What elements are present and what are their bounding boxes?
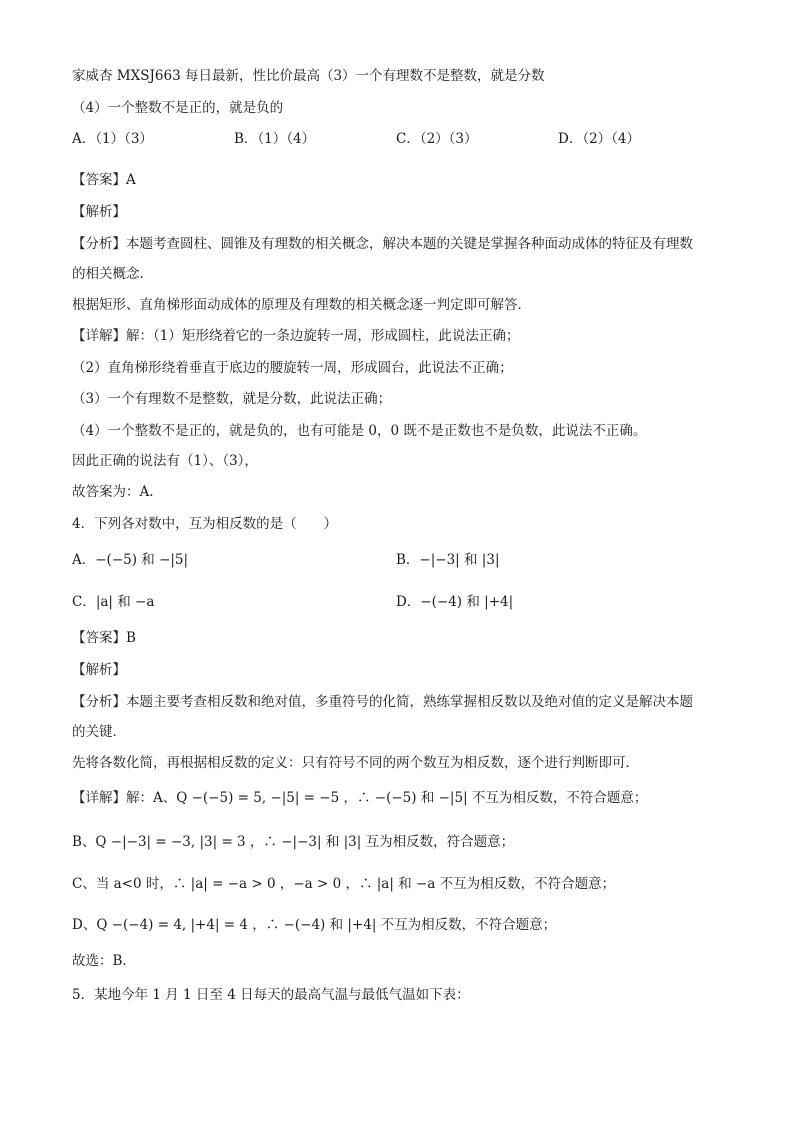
q3-answer: 【答案】A xyxy=(72,172,136,188)
q4-detail-d: D、Q −(−4) = 4, |+4| = 4 ，∴ −(−4) 和 |+4| 不互为相反数，不符合题意； xyxy=(72,917,557,933)
q3-statement-4: （4）一个整数不是正的，就是负的 xyxy=(72,100,284,116)
q3-conclusion: 因此正确的说法有（1）、（3）， xyxy=(72,453,258,469)
q4-analysis-line-3: 先将各数化简，再根据相反数的定义：只有符号不同的两个数互为相反数，逐个进行判断即可． xyxy=(72,755,639,771)
q3-analysis-title: 【解析】 xyxy=(72,204,126,220)
q3-option-c: C．（2）（3） xyxy=(396,131,478,147)
q4-option-c: C．|a| 和 −a xyxy=(72,594,155,610)
q4-option-d: D．−(−4) 和 |+4| xyxy=(396,594,514,610)
q3-detail-3: （3）一个有理数不是整数，就是分数，此说法正确； xyxy=(72,391,392,407)
q4-option-a: A．−(−5) 和 −|5| xyxy=(72,552,189,568)
q4-detail-c: C、当 a<0 时，∴ |a| = −a > 0 ，−a > 0 ，∴ |a| 和 −a 不互为相反数，不符合题意； xyxy=(72,876,616,892)
q4-final-answer: 故选：B． xyxy=(72,953,136,969)
header-line: 家威杏 MXSJ663 每日最新，性比价最高（3）一个有理数不是整数，就是分数 xyxy=(72,68,545,84)
q4-detail-a: 【详解】解：A、Q −(−5) = 5, −|5| = −5 ，∴ −(−5) 和 −|5| 不互为相反数，不符合题意； xyxy=(72,790,648,806)
q4-answer: 【答案】B xyxy=(72,630,136,646)
q4-analysis-line-1: 【分析】本题主要考查相反数和绝对值，多重符号的化简，熟练掌握相反数以及绝对值的定义是解决本题 xyxy=(72,694,693,710)
q5-stem: 5．某地今年 1 月 1 日至 4 日每天的最高气温与最低气温如下表： xyxy=(72,987,470,1003)
q4-option-b: B．−|−3| 和 |3| xyxy=(396,552,500,568)
q4-analysis-title: 【解析】 xyxy=(72,662,126,678)
q3-option-a: A．（1）（3） xyxy=(72,131,153,147)
q3-detail-4: （4）一个整数不是正的，就是负的，也有可能是 0，0 既不是正数也不是负数，此说法不正确。 xyxy=(72,423,647,439)
q4-analysis-line-2: 的关键． xyxy=(72,724,126,740)
q3-final-answer: 故答案为：A. xyxy=(72,484,154,500)
q3-option-b: B．（1）（4） xyxy=(234,131,316,147)
q3-analysis-line-3: 根据矩形、直角梯形面动成体的原理及有理数的相关概念逐一判定即可解答． xyxy=(72,297,531,313)
q3-detail-2: （2）直角梯形绕着垂直于底边的腰旋转一周，形成圆台，此说法不正确； xyxy=(72,360,513,376)
q3-detail-1: 【详解】解：（1）矩形绕着它的一条边旋转一周，形成圆柱，此说法正确； xyxy=(72,328,520,344)
q3-analysis-line-2: 的相关概念． xyxy=(72,266,153,282)
q4-detail-b: B、Q −|−3| = −3, |3| = 3 ，∴ −|−3| 和 |3| 互为相反数，符合题意； xyxy=(72,834,515,850)
q3-analysis-line-1: 【分析】本题考查圆柱、圆锥及有理数的相关概念，解决本题的关键是掌握各种面动成体的特征及有理数 xyxy=(72,236,693,252)
q4-stem: 4．下列各对数中，互为相反数的是（ ） xyxy=(72,516,338,532)
q3-option-d: D．（2）（4） xyxy=(558,131,641,147)
